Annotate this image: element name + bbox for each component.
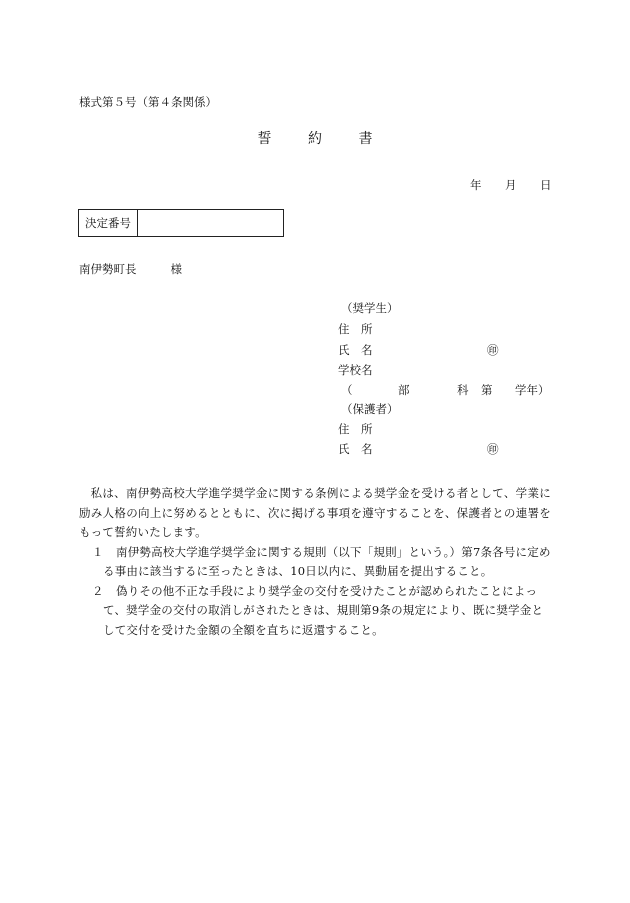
department-label: 部 (398, 383, 410, 397)
student-address-label: 住 所 (338, 322, 373, 336)
form-number-label: 様式第５号（第４条関係） (79, 95, 217, 109)
addressee (79, 264, 182, 276)
pledge-body (79, 484, 551, 640)
grade-prefix-label: 第 (481, 383, 493, 397)
title-char-3: 書 (358, 131, 373, 147)
course-label: 科 (457, 383, 469, 397)
guardian-address-label: 住 所 (338, 422, 373, 436)
date-day-label: 日 (540, 178, 552, 192)
title-char-2: 約 (308, 131, 322, 147)
pledge-item-2 (79, 582, 551, 641)
pledge-item-2-text: 偽りその他不正な手段により奨学金の交付を受けたことが認められたことによって、奨学金の交付の取消しがされたときは、規則第9条の規定により、既に奨学金として交付を受けた金額の全額を直ちに返還すること。 (103, 583, 544, 637)
grade-suffix-label: 学年） (515, 383, 550, 397)
decision-number-label: 決定番号 (79, 210, 138, 236)
pledge-item-2-number: ２ (92, 583, 104, 598)
guardian-seal-mark: ㊞ (487, 442, 499, 456)
pledge-item-1-number: １ (92, 544, 104, 559)
addressee-honorific: 様 (170, 262, 182, 276)
decision-number-field[interactable] (138, 210, 283, 236)
date-month-label: 月 (505, 178, 517, 192)
student-name-label: 氏 名 (338, 343, 373, 357)
school-paren-open: （ (341, 383, 353, 397)
decision-number-box (78, 209, 284, 237)
date-year-label: 年 (470, 178, 482, 192)
title-char-1: 誓 (257, 131, 272, 147)
student-seal-mark: ㊞ (487, 343, 499, 357)
school-name-label: 学校名 (338, 363, 373, 377)
guardian-heading: （保護者） (341, 402, 399, 416)
student-heading: （奨学生） (341, 301, 399, 315)
document-title (0, 132, 630, 146)
pledge-intro: 私は、南伊勢高校大学進学奨学金に関する条例による奨学金を受ける者として、学業に励み人格の向上に努めるとともに、次に掲げる事項を遵守することを、保護者との連署をもって誓約いたします。 (79, 486, 551, 539)
pledge-item-1 (79, 543, 551, 582)
guardian-name-label: 氏 名 (338, 442, 373, 456)
pledge-item-1-text: 南伊勢高校大学進学奨学金に関する規則（以下「規則」という。）第7条各号に定める事由に該当するに至ったときは、10日以内に、異動届を提出すること。 (103, 544, 551, 578)
addressee-name: 南伊勢町長 (79, 262, 137, 276)
